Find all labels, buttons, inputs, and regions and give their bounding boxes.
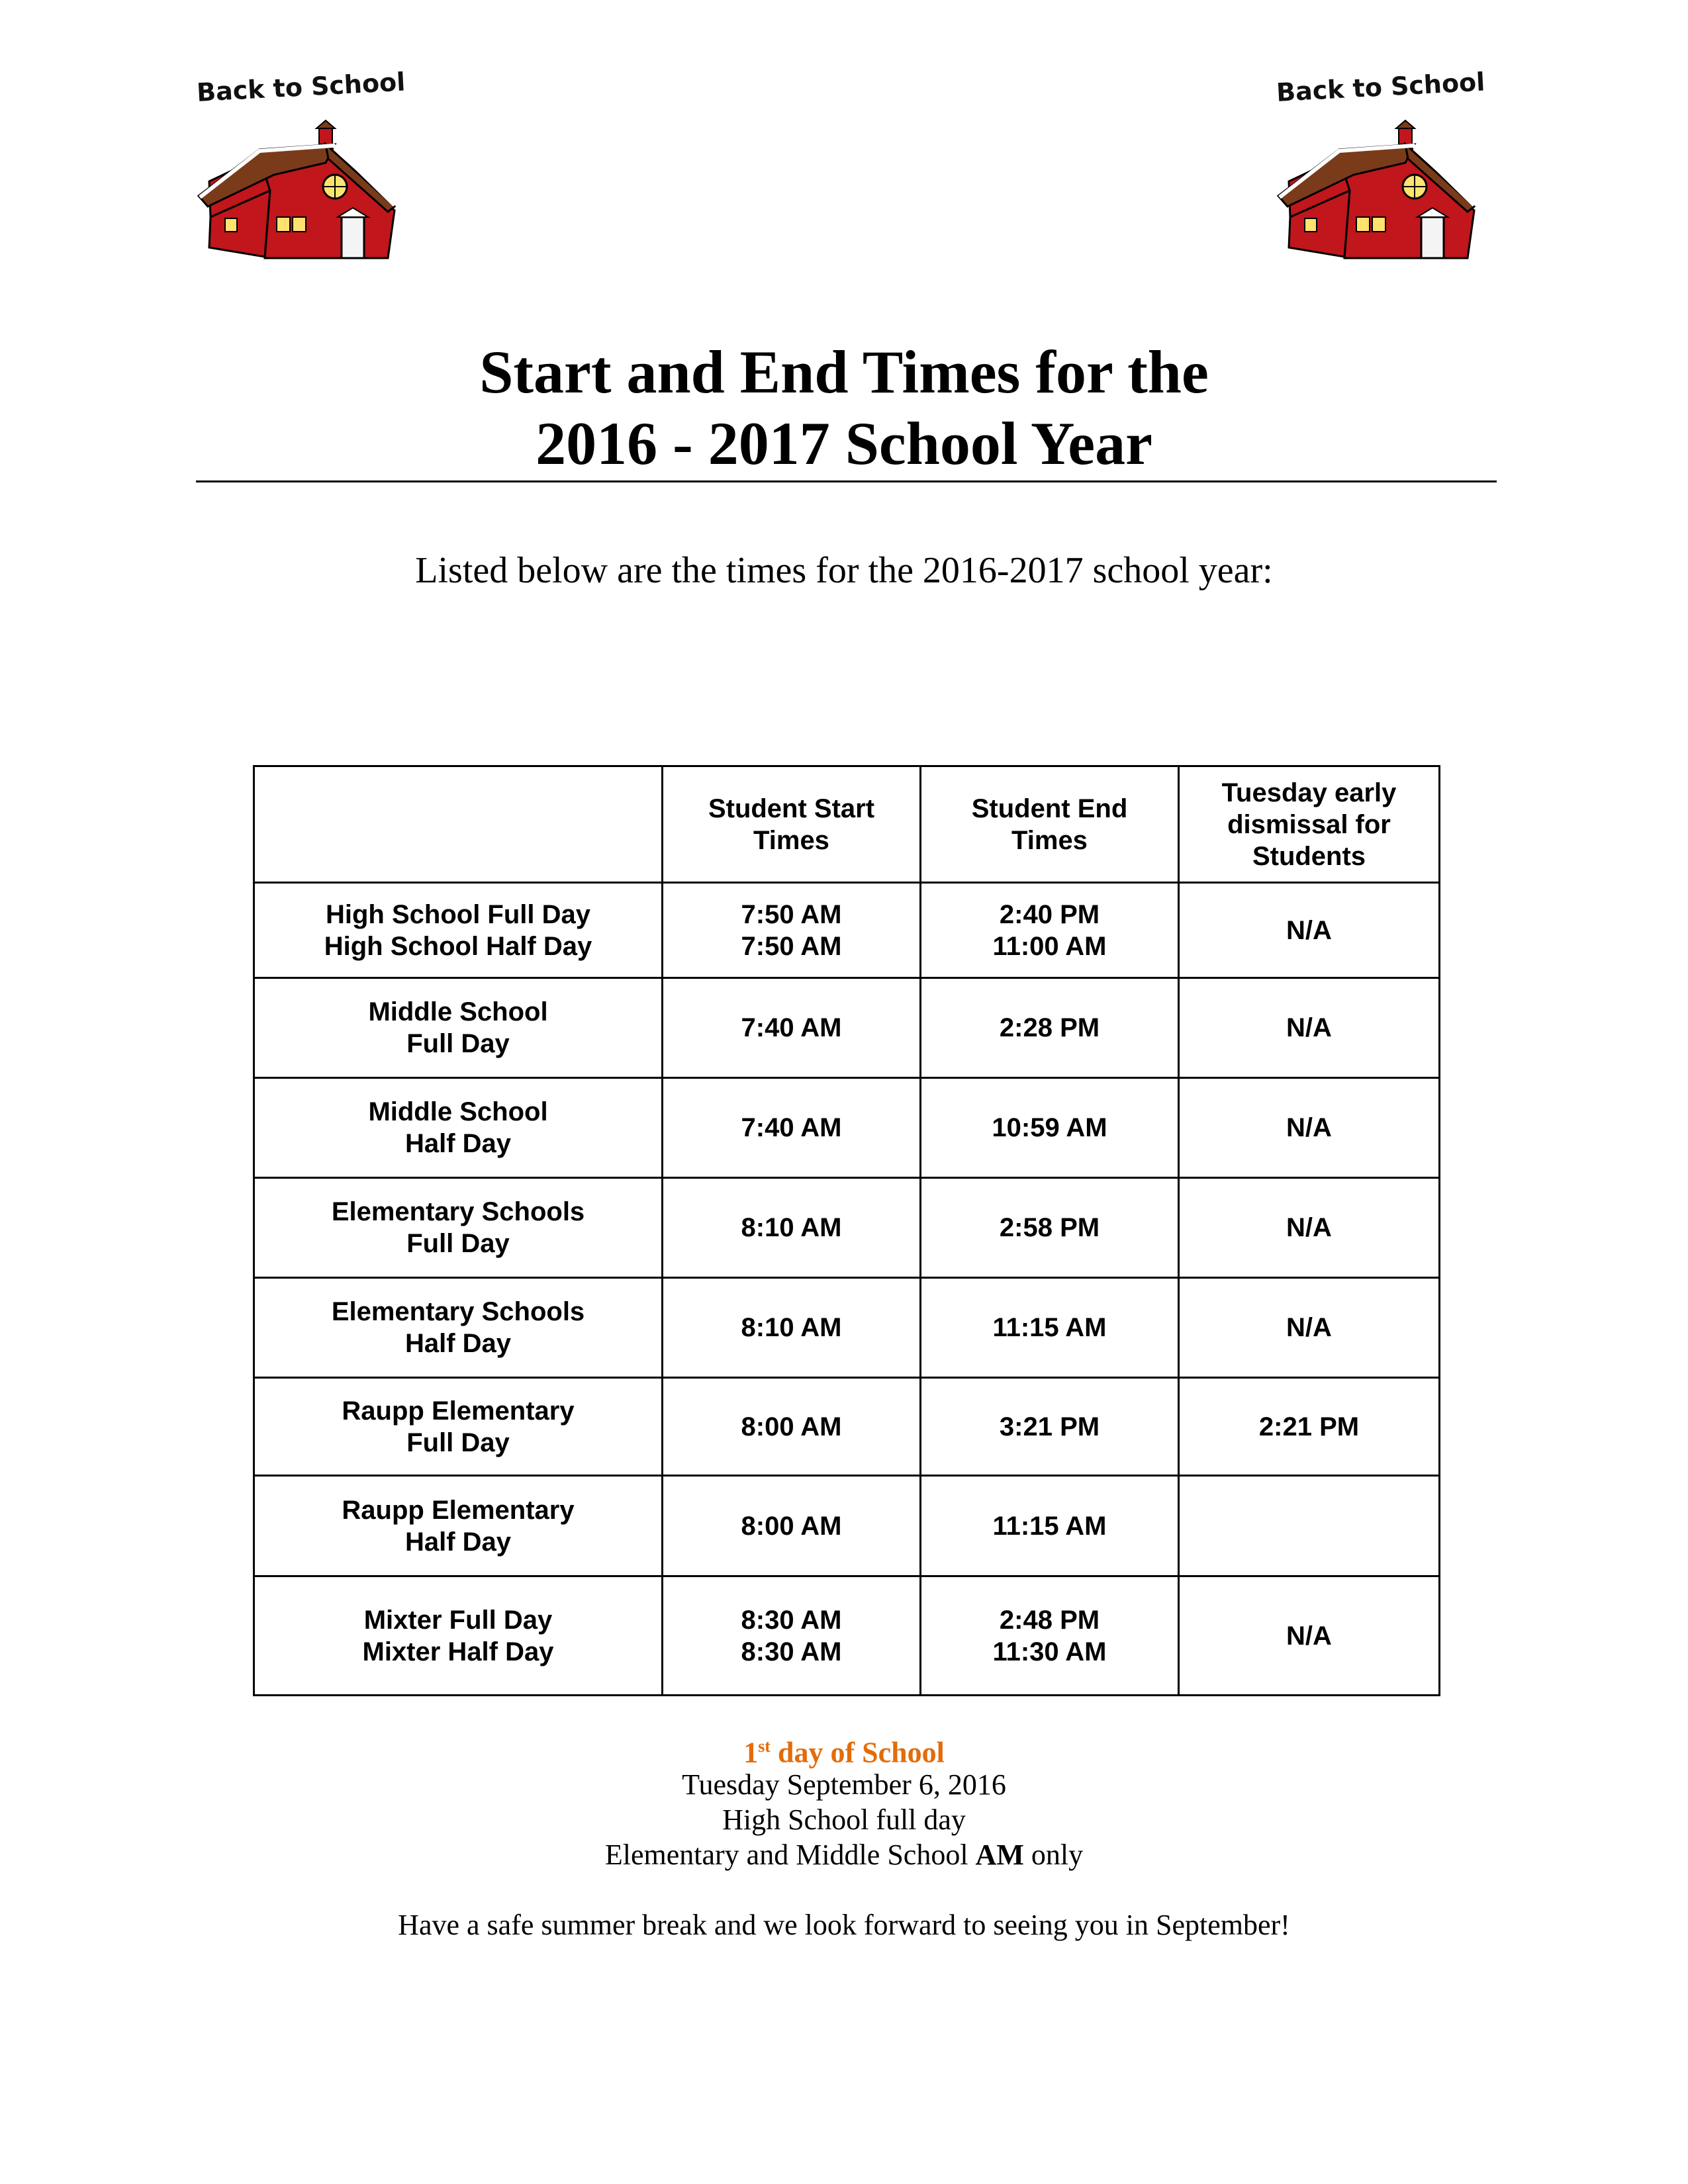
clipart-caption: Back to School xyxy=(1276,67,1486,107)
start-time-cell: 8:00 AM xyxy=(663,1378,921,1476)
school-name: Full Day xyxy=(406,1428,510,1457)
back-to-school-clipart-right xyxy=(1276,67,1487,277)
school-name: Half Day xyxy=(404,1329,512,1358)
table-row xyxy=(254,1378,1440,1476)
school-name-cell xyxy=(254,1576,663,1696)
first-day-heading xyxy=(0,1729,1688,1770)
end-time-cell: 2:58 PM xyxy=(921,1178,1179,1278)
school-name-cell xyxy=(254,883,663,978)
end-time-cell xyxy=(921,883,1179,978)
end-time-cell: 10:59 AM xyxy=(921,1078,1179,1178)
elementary-middle-note xyxy=(0,1837,1688,1872)
start-time-cell: 8:10 AM xyxy=(663,1178,921,1278)
start-time: 7:50 AM xyxy=(741,931,842,961)
end-time-cell: 2:28 PM xyxy=(921,978,1179,1078)
first-day-number: 1 xyxy=(743,1736,759,1769)
header-text: Tuesday early xyxy=(1221,778,1397,807)
table-row xyxy=(254,1576,1440,1696)
end-time: 2:48 PM xyxy=(999,1605,1100,1635)
school-name: Half Day xyxy=(404,1527,512,1557)
header-text: Students xyxy=(1252,841,1366,871)
header-text: Student End xyxy=(971,794,1128,823)
table-row xyxy=(254,1476,1440,1576)
start-time: 8:30 AM xyxy=(741,1637,842,1666)
tuesday-dismissal-cell: 2:21 PM xyxy=(1179,1378,1440,1476)
start-time-cell xyxy=(663,883,921,978)
note-text: only xyxy=(1023,1839,1084,1871)
end-time-cell: 11:15 AM xyxy=(921,1476,1179,1576)
school-name: Full Day xyxy=(406,1229,510,1258)
school-name-cell xyxy=(254,1378,663,1476)
school-name: Raupp Elementary xyxy=(342,1396,575,1426)
school-name: Half Day xyxy=(404,1129,512,1158)
start-time: 7:50 AM xyxy=(741,899,842,929)
page-title-line-1: Start and End Times for the xyxy=(479,338,1209,406)
end-time-cell xyxy=(921,1576,1179,1696)
tuesday-dismissal-cell: N/A xyxy=(1179,1278,1440,1378)
high-school-note: High School full day xyxy=(722,1803,966,1836)
table-header-row xyxy=(254,766,1440,883)
school-name: Raupp Elementary xyxy=(342,1495,575,1525)
end-time: 11:30 AM xyxy=(992,1637,1107,1666)
header-blank-cell xyxy=(254,766,663,883)
tuesday-dismissal-cell: N/A xyxy=(1179,1078,1440,1178)
header-text: dismissal for xyxy=(1227,809,1391,839)
start-time-cell: 7:40 AM xyxy=(663,1078,921,1178)
start-time-cell xyxy=(663,1576,921,1696)
header-student-end-times xyxy=(921,766,1179,883)
end-time-cell: 3:21 PM xyxy=(921,1378,1179,1476)
school-times-table xyxy=(253,765,1440,1696)
table-row xyxy=(254,1078,1440,1178)
school-name-cell xyxy=(254,1078,663,1178)
header-text: Student Start xyxy=(708,794,875,823)
start-time-cell: 7:40 AM xyxy=(663,978,921,1078)
school-name: Elementary Schools xyxy=(331,1197,585,1226)
tuesday-dismissal-cell: N/A xyxy=(1179,1576,1440,1696)
school-name: Mixter Full Day xyxy=(363,1605,553,1635)
end-time: 11:00 AM xyxy=(992,931,1107,961)
start-time-cell: 8:10 AM xyxy=(663,1278,921,1378)
school-name-cell xyxy=(254,1278,663,1378)
table-row xyxy=(254,978,1440,1078)
tuesday-dismissal-cell: N/A xyxy=(1179,978,1440,1078)
intro-text: Listed below are the times for the 2016-2017 school year: xyxy=(415,550,1273,591)
school-name-cell xyxy=(254,1476,663,1576)
tuesday-dismissal-cell: N/A xyxy=(1179,1178,1440,1278)
first-day-text: day of School xyxy=(770,1736,945,1769)
note-text: Elementary and Middle School xyxy=(604,1839,976,1871)
tuesday-dismissal-cell: N/A xyxy=(1179,883,1440,978)
school-name-cell xyxy=(254,978,663,1078)
start-time-cell: 8:00 AM xyxy=(663,1476,921,1576)
header-text: Times xyxy=(753,825,829,855)
schoolhouse-icon xyxy=(1276,118,1487,277)
back-to-school-clipart-left xyxy=(196,67,408,277)
school-name: Full Day xyxy=(406,1029,510,1058)
school-name: High School Half Day xyxy=(324,931,592,961)
school-name: Elementary Schools xyxy=(331,1297,585,1326)
header-student-start-times xyxy=(663,766,921,883)
end-time-cell: 11:15 AM xyxy=(921,1278,1179,1378)
first-day-ordinal: st xyxy=(758,1737,771,1756)
clipart-caption: Back to School xyxy=(196,67,406,107)
tuesday-dismissal-cell xyxy=(1179,1476,1440,1576)
school-name: High School Full Day xyxy=(325,899,591,929)
school-name: Mixter Half Day xyxy=(362,1637,554,1666)
school-name: Middle School xyxy=(368,997,548,1026)
school-name: Middle School xyxy=(368,1097,548,1126)
first-day-date: Tuesday September 6, 2016 xyxy=(682,1768,1006,1801)
page-title-line-2: 2016 - 2017 School Year xyxy=(536,410,1152,477)
header-tuesday-early-dismissal xyxy=(1179,766,1440,883)
header-text: Times xyxy=(1011,825,1088,855)
closing-message: Have a safe summer break and we look forward to seeing you in September! xyxy=(398,1909,1290,1941)
title-divider xyxy=(196,480,1497,482)
table-row xyxy=(254,883,1440,978)
end-time: 2:40 PM xyxy=(999,899,1100,929)
start-time: 8:30 AM xyxy=(741,1605,842,1635)
table-row xyxy=(254,1178,1440,1278)
note-bold-text: AM xyxy=(975,1839,1024,1871)
school-name-cell xyxy=(254,1178,663,1278)
table-row xyxy=(254,1278,1440,1378)
schoolhouse-icon xyxy=(196,118,408,277)
